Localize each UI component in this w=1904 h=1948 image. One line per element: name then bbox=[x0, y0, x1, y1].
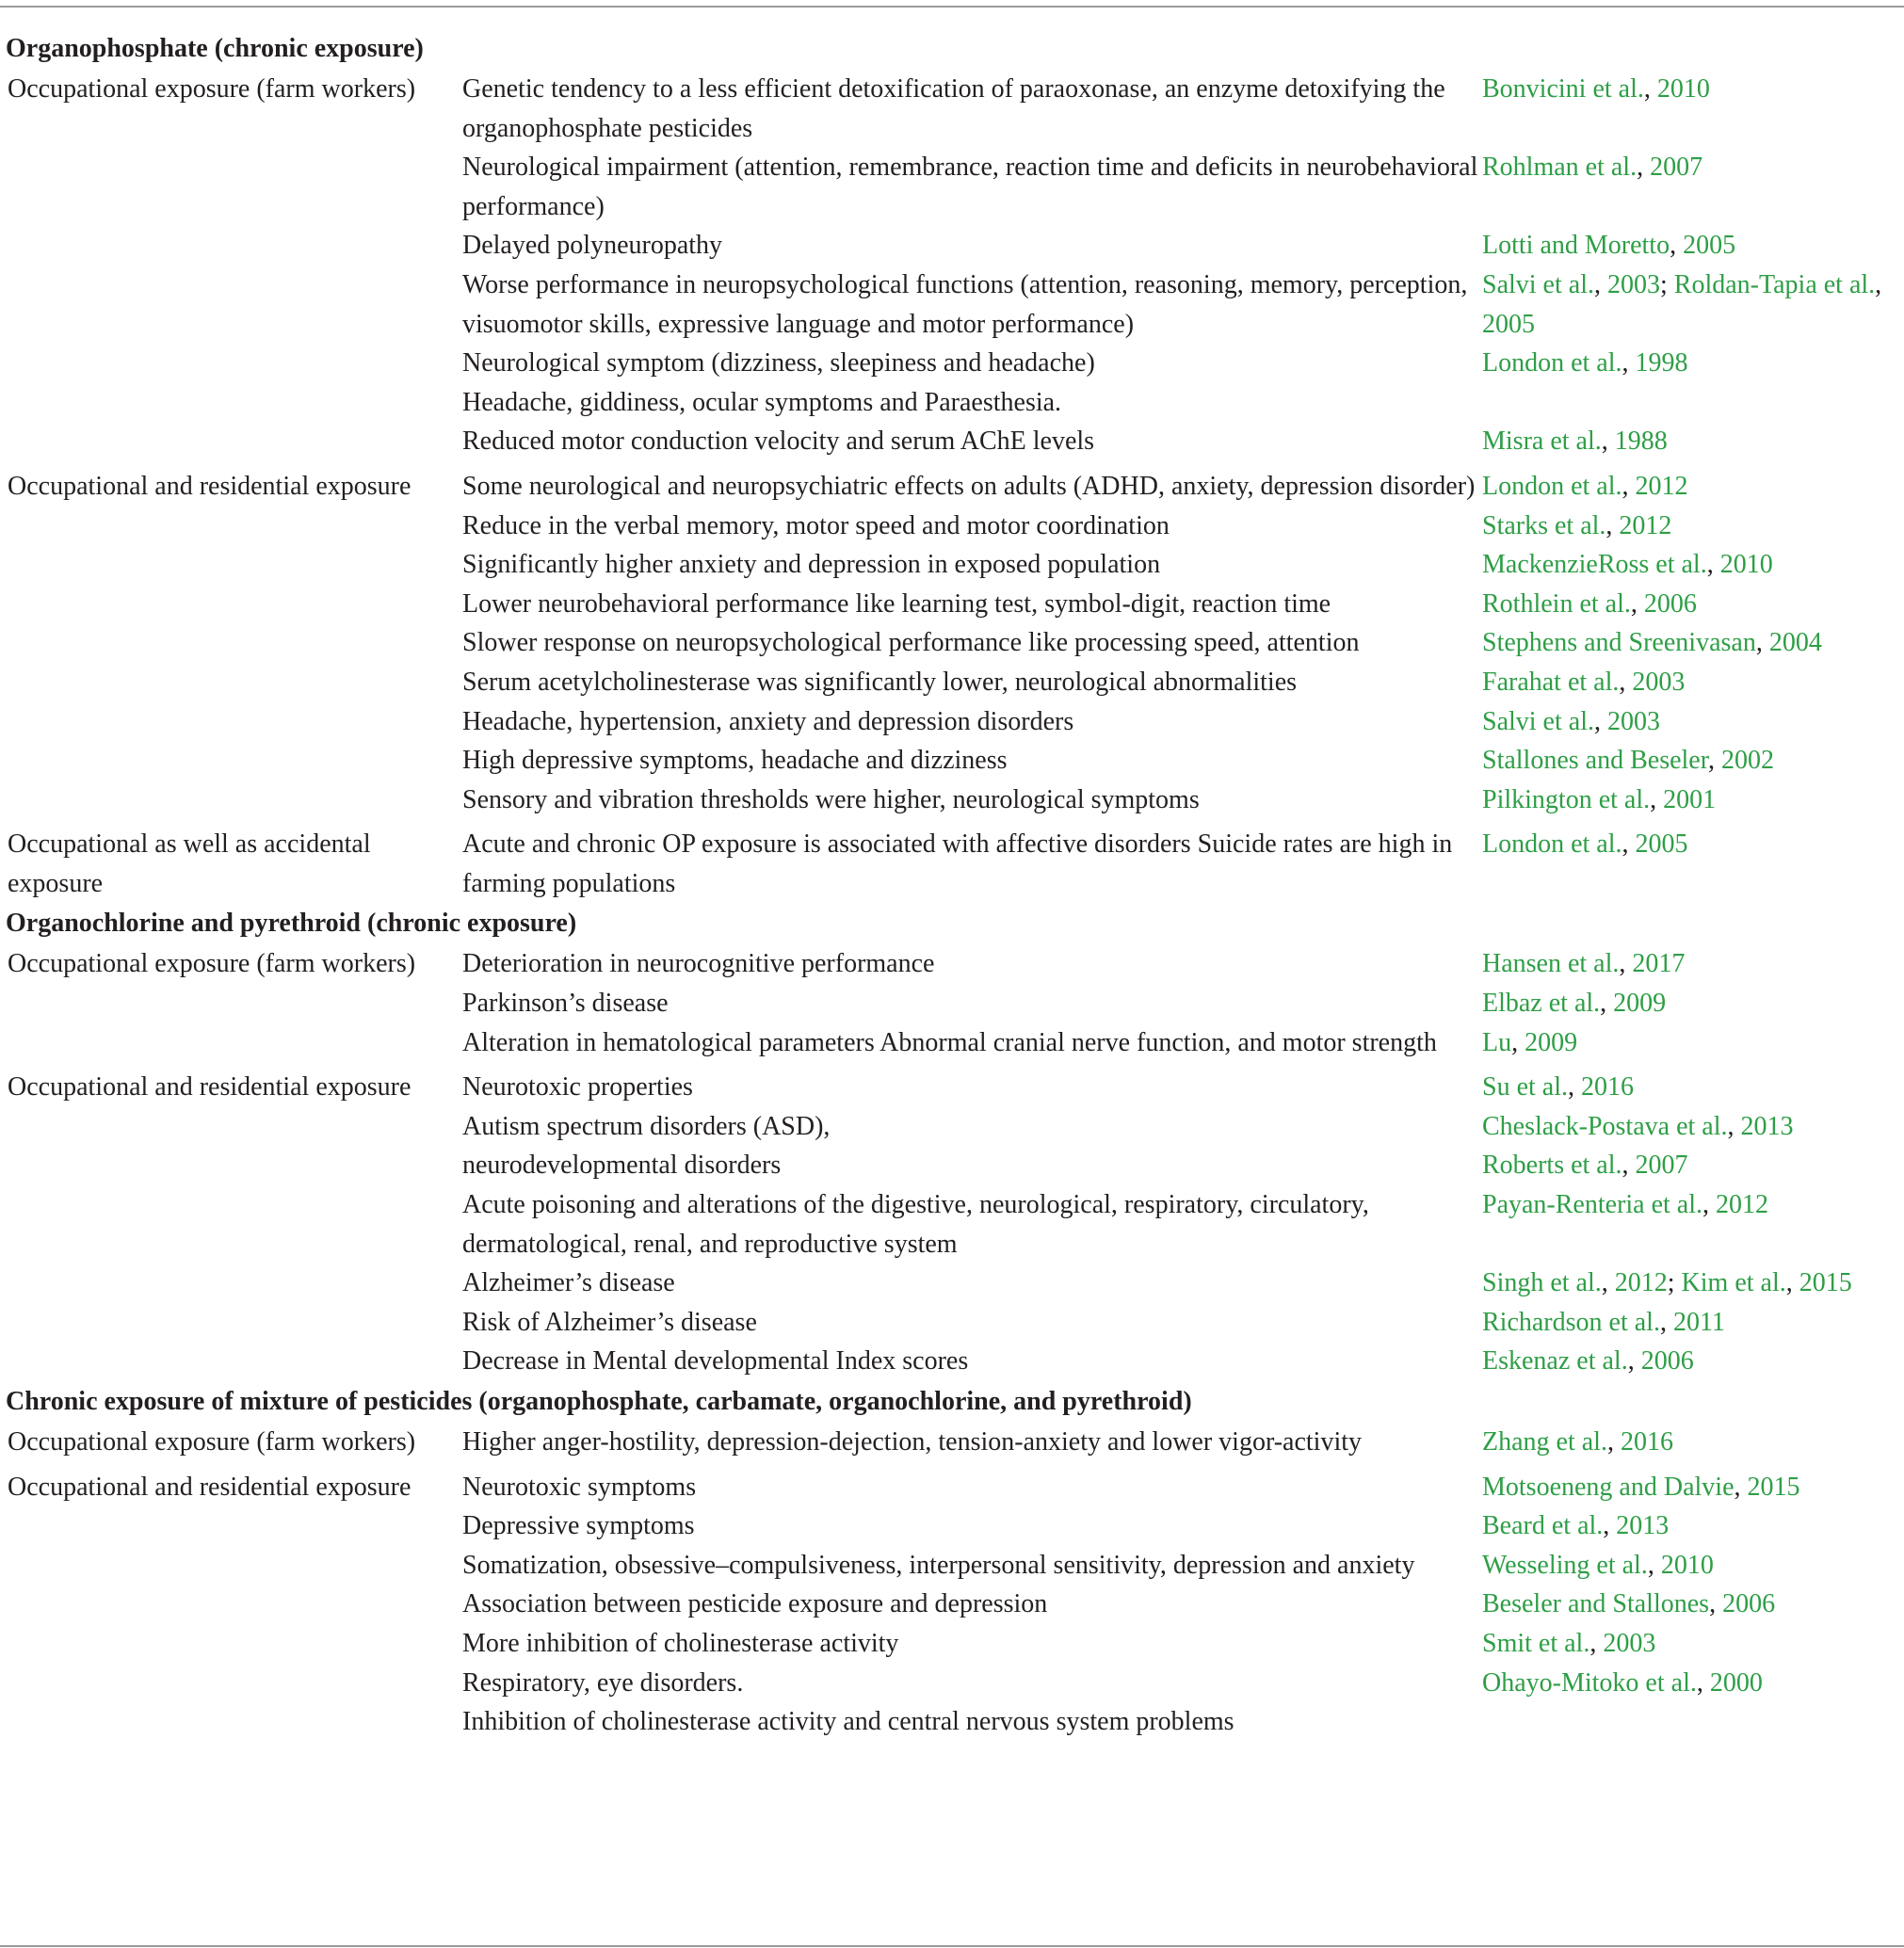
table-row bbox=[6, 344, 1898, 383]
exposure-cell bbox=[6, 545, 462, 585]
reference-year[interactable]: 2003 bbox=[1632, 667, 1686, 697]
exposure-cell bbox=[6, 344, 462, 383]
exposure-cell: Occupational exposure (farm workers) bbox=[8, 1427, 416, 1457]
reference-link[interactable]: Beard et al. bbox=[1482, 1511, 1604, 1541]
effect-cell: Decrease in Mental developmental Index scores bbox=[462, 1346, 969, 1376]
section-heading: Organophosphate (chronic exposure) bbox=[6, 34, 424, 63]
reference-cell: Cheslack-Postava et al., 2013 bbox=[1482, 1111, 1794, 1141]
table-row bbox=[6, 1146, 1898, 1185]
exposure-cell bbox=[6, 1664, 462, 1703]
reference-year[interactable]: 2000 bbox=[1709, 1667, 1763, 1698]
table-bottom-rule bbox=[0, 1945, 1904, 1947]
table-row bbox=[6, 1423, 1898, 1462]
exposure-cell: Occupational exposure (farm workers) bbox=[8, 74, 416, 104]
reference-cell: MackenzieRoss et al., 2010 bbox=[1482, 550, 1773, 580]
reference-year[interactable]: 2005 bbox=[1482, 309, 1535, 339]
table-row bbox=[6, 825, 1898, 903]
effect-cell: Significantly higher anxiety and depression in exposed population bbox=[462, 550, 1161, 580]
reference-link[interactable]: Lu bbox=[1482, 1027, 1512, 1057]
table-row bbox=[6, 585, 1898, 624]
effect-cell: Reduce in the verbal memory, motor speed and motor coordination bbox=[462, 510, 1170, 540]
reference-year[interactable]: 2015 bbox=[1747, 1472, 1800, 1502]
table-row bbox=[6, 467, 1898, 507]
effect-cell: Some neurological and neuropsychiatric effects on adults (ADHD, anxiety, depression disorder) bbox=[462, 471, 1476, 501]
effect-cell: Neurological symptom (dizziness, sleepiness and headache) bbox=[462, 348, 1095, 378]
section-heading: Chronic exposure of mixture of pesticides (organophosphate, carbamate, organochlorine, and pyrethroid) bbox=[6, 1387, 1192, 1416]
exposure-cell bbox=[6, 1146, 462, 1185]
effect-cell: More inhibition of cholinesterase activity bbox=[462, 1628, 899, 1658]
reference-cell: Singh et al., 2012; Kim et al., 2015 bbox=[1482, 1268, 1852, 1298]
reference-link[interactable]: Eskenaz et al. bbox=[1482, 1346, 1628, 1376]
exposure-cell bbox=[6, 623, 462, 663]
exposure-cell: Occupational and residential exposure bbox=[8, 1072, 411, 1103]
reference-cell bbox=[1482, 383, 1898, 423]
exposure-cell bbox=[6, 148, 462, 226]
pesticide-neurotoxicity-table bbox=[6, 28, 1898, 1742]
effect-cell: Alteration in hematological parameters Abnormal cranial nerve function, and motor strength bbox=[462, 1027, 1437, 1057]
effect-cell: Inhibition of cholinesterase activity and central nervous system problems bbox=[462, 1707, 1234, 1737]
table-row bbox=[6, 1585, 1898, 1624]
exposure-cell: Occupational exposure (farm workers) bbox=[8, 949, 416, 979]
exposure-cell bbox=[6, 1303, 462, 1343]
reference-year[interactable]: 2015 bbox=[1799, 1268, 1852, 1298]
effect-cell: Headache, giddiness, ocular symptoms and Paraesthesia. bbox=[462, 387, 1062, 417]
table-row bbox=[6, 545, 1898, 585]
reference-year[interactable]: 2006 bbox=[1643, 588, 1697, 619]
exposure-cell: Occupational as well as accidental exposure bbox=[8, 829, 371, 898]
effect-cell: Lower neurobehavioral performance like learning test, symbol-digit, reaction time bbox=[462, 588, 1331, 619]
reference-link[interactable]: Zhang et al. bbox=[1482, 1427, 1607, 1457]
exposure-cell bbox=[6, 984, 462, 1023]
table-row bbox=[6, 944, 1898, 984]
exposure-cell bbox=[6, 1585, 462, 1624]
table-row bbox=[6, 623, 1898, 663]
effect-cell: Acute and chronic OP exposure is associated with affective disorders Suicide rates are high in farming populations bbox=[462, 829, 1453, 898]
exposure-group bbox=[6, 467, 1898, 819]
effect-cell: Headache, hypertension, anxiety and depression disorders bbox=[462, 706, 1074, 736]
reference-cell: London et al., 2005 bbox=[1482, 829, 1688, 860]
exposure-cell bbox=[6, 781, 462, 820]
reference-year[interactable]: 2002 bbox=[1720, 746, 1774, 776]
effect-cell: Parkinson’s disease bbox=[462, 989, 669, 1019]
reference-cell: Hansen et al., 2017 bbox=[1482, 949, 1686, 979]
exposure-cell bbox=[6, 1624, 462, 1664]
effect-cell: Sensory and vibration thresholds were higher, neurological symptoms bbox=[462, 784, 1200, 814]
reference-year[interactable]: 2004 bbox=[1768, 628, 1822, 658]
reference-link[interactable]: Roldan-Tapia et al. bbox=[1673, 269, 1876, 299]
reference-year[interactable]: 1998 bbox=[1635, 348, 1688, 378]
reference-year[interactable]: 2012 bbox=[1614, 1268, 1668, 1298]
reference-cell: Beard et al., 2013 bbox=[1482, 1511, 1670, 1541]
effect-cell: Autism spectrum disorders (ASD), bbox=[462, 1111, 831, 1141]
effect-cell: Respiratory, eye disorders. bbox=[462, 1667, 744, 1698]
reference-cell: Stephens and Sreenivasan, 2004 bbox=[1482, 628, 1822, 658]
reference-cell: Salvi et al., 2003 bbox=[1482, 706, 1660, 736]
exposure-cell bbox=[6, 741, 462, 781]
reference-cell: Starks et al., 2012 bbox=[1482, 510, 1672, 540]
table-row bbox=[6, 702, 1898, 742]
reference-year[interactable]: 2017 bbox=[1632, 949, 1686, 979]
effect-cell: Neurotoxic properties bbox=[462, 1072, 693, 1103]
effect-cell: neurodevelopmental disorders bbox=[462, 1151, 782, 1181]
effect-cell: Higher anger-hostility, depression-dejection, tension-anxiety and lower vigor-activity bbox=[462, 1427, 1363, 1457]
reference-link[interactable]: Stallones and Beseler bbox=[1482, 746, 1708, 776]
effect-cell: High depressive symptoms, headache and dizziness bbox=[462, 746, 1008, 776]
reference-year[interactable]: 2005 bbox=[1635, 829, 1688, 860]
reference-link[interactable]: MackenzieRoss et al. bbox=[1482, 550, 1707, 580]
table-row bbox=[6, 1342, 1898, 1381]
reference-link[interactable]: Elbaz et al. bbox=[1482, 989, 1601, 1019]
reference-cell: Rothlein et al., 2006 bbox=[1482, 588, 1697, 619]
reference-cell: Farahat et al., 2003 bbox=[1482, 667, 1686, 697]
table-row bbox=[6, 1107, 1898, 1147]
reference-link[interactable]: Ohayo-Mitoko et al. bbox=[1482, 1667, 1697, 1698]
exposure-cell bbox=[6, 266, 462, 344]
reference-year[interactable]: 2010 bbox=[1660, 1550, 1714, 1580]
effect-cell: Worse performance in neuropsychological functions (attention, reasoning, memory, perception, visuomotor skills, expressive language and motor performance) bbox=[462, 269, 1468, 339]
table-row bbox=[6, 1506, 1898, 1546]
table-row bbox=[6, 781, 1898, 820]
reference-link[interactable]: Payan-Renteria et al. bbox=[1482, 1190, 1703, 1220]
exposure-cell bbox=[6, 702, 462, 742]
reference-link[interactable]: London et al. bbox=[1482, 471, 1622, 501]
reference-cell: Motsoeneng and Dalvie, 2015 bbox=[1482, 1472, 1800, 1502]
table-row bbox=[6, 266, 1898, 344]
exposure-group bbox=[6, 944, 1898, 1062]
table-row bbox=[6, 1068, 1898, 1107]
exposure-cell bbox=[6, 1185, 462, 1264]
reference-year[interactable]: 2009 bbox=[1525, 1027, 1578, 1057]
table-row bbox=[6, 1185, 1898, 1264]
exposure-group bbox=[6, 70, 1898, 461]
reference-link[interactable]: Farahat et al. bbox=[1482, 667, 1620, 697]
table-row bbox=[6, 1468, 1898, 1507]
reference-link[interactable]: Misra et al. bbox=[1482, 427, 1602, 457]
table-row bbox=[6, 226, 1898, 266]
reference-link[interactable]: Beseler and Stallones bbox=[1482, 1589, 1710, 1619]
reference-cell: Su et al., 2016 bbox=[1482, 1072, 1634, 1103]
table-row bbox=[6, 1624, 1898, 1664]
exposure-cell bbox=[6, 1264, 462, 1303]
exposure-group bbox=[6, 1468, 1898, 1742]
reference-year[interactable]: 2013 bbox=[1616, 1511, 1670, 1541]
reference-link[interactable]: Singh et al. bbox=[1482, 1268, 1602, 1298]
exposure-cell bbox=[6, 422, 462, 461]
reference-year[interactable]: 2001 bbox=[1663, 784, 1717, 814]
reference-cell: Beseler and Stallones, 2006 bbox=[1482, 1589, 1776, 1619]
effect-cell: Risk of Alzheimer’s disease bbox=[462, 1307, 757, 1337]
reference-link[interactable]: Lotti and Moretto bbox=[1482, 231, 1670, 261]
reference-cell: Ohayo-Mitoko et al., 2000 bbox=[1482, 1667, 1763, 1698]
reference-link[interactable]: Hansen et al. bbox=[1482, 949, 1620, 979]
reference-link[interactable]: Motsoeneng and Dalvie bbox=[1482, 1472, 1735, 1502]
reference-cell bbox=[1482, 1702, 1898, 1742]
exposure-cell bbox=[6, 383, 462, 423]
reference-link[interactable]: Cheslack-Postava et al. bbox=[1482, 1111, 1728, 1141]
reference-link[interactable]: London et al. bbox=[1482, 829, 1622, 860]
reference-cell: Smit et al., 2003 bbox=[1482, 1628, 1656, 1658]
table-row bbox=[6, 422, 1898, 461]
reference-year[interactable]: 2006 bbox=[1640, 1346, 1694, 1376]
reference-cell: Elbaz et al., 2009 bbox=[1482, 989, 1667, 1019]
reference-year[interactable]: 2010 bbox=[1719, 550, 1773, 580]
reference-cell: Rohlman et al., 2007 bbox=[1482, 153, 1703, 183]
section-heading: Organochlorine and pyrethroid (chronic exposure) bbox=[6, 909, 577, 939]
reference-year[interactable]: 2006 bbox=[1722, 1589, 1776, 1619]
table-row bbox=[6, 741, 1898, 781]
table-row bbox=[6, 1702, 1898, 1742]
reference-year[interactable]: 2003 bbox=[1603, 1628, 1656, 1658]
table-top-rule bbox=[0, 6, 1904, 8]
table-row bbox=[6, 148, 1898, 226]
effect-cell: Genetic tendency to a less efficient detoxification of paraoxonase, an enzyme detoxifying the organophosphate pesticides bbox=[462, 74, 1445, 143]
reference-cell: Lu, 2009 bbox=[1482, 1027, 1578, 1057]
effect-cell: Neurotoxic symptoms bbox=[462, 1472, 697, 1502]
table-row bbox=[6, 1664, 1898, 1703]
reference-cell: Pilkington et al., 2001 bbox=[1482, 784, 1717, 814]
reference-year[interactable]: 2013 bbox=[1740, 1111, 1794, 1141]
table-row bbox=[6, 1303, 1898, 1343]
reference-year[interactable]: 2012 bbox=[1619, 510, 1672, 540]
table-row bbox=[6, 1023, 1898, 1063]
reference-year[interactable]: 1988 bbox=[1614, 427, 1668, 457]
reference-link[interactable]: Su et al. bbox=[1482, 1072, 1568, 1103]
reference-link[interactable]: Stephens and Sreenivasan bbox=[1482, 628, 1756, 658]
reference-cell: London et al., 2012 bbox=[1482, 471, 1688, 501]
reference-year[interactable]: 2012 bbox=[1635, 471, 1688, 501]
reference-cell: Salvi et al., 2003; Roldan-Tapia et al., 2005 bbox=[1482, 269, 1882, 339]
reference-link[interactable]: Wesseling et al. bbox=[1482, 1550, 1648, 1580]
reference-link[interactable]: Roberts et al. bbox=[1482, 1151, 1622, 1181]
reference-link[interactable]: Rothlein et al. bbox=[1482, 588, 1631, 619]
effect-cell: Alzheimer’s disease bbox=[462, 1268, 675, 1298]
table-row bbox=[6, 1264, 1898, 1303]
effect-cell: Slower response on neuropsychological performance like processing speed, attention bbox=[462, 628, 1360, 658]
exposure-group bbox=[6, 825, 1898, 903]
table-row bbox=[6, 1546, 1898, 1586]
reference-year[interactable]: 2012 bbox=[1716, 1190, 1769, 1220]
effect-cell: Depressive symptoms bbox=[462, 1511, 695, 1541]
reference-cell: Richardson et al., 2011 bbox=[1482, 1307, 1725, 1337]
reference-year[interactable]: 2016 bbox=[1581, 1072, 1634, 1103]
reference-link[interactable]: Salvi et al. bbox=[1482, 706, 1594, 736]
exposure-cell bbox=[6, 1702, 462, 1742]
reference-year[interactable]: 2010 bbox=[1656, 74, 1710, 104]
reference-cell: Bonvicini et al., 2010 bbox=[1482, 74, 1710, 104]
reference-cell: Wesseling et al., 2010 bbox=[1482, 1550, 1714, 1580]
reference-cell: Roberts et al., 2007 bbox=[1482, 1151, 1688, 1181]
effect-cell: Reduced motor conduction velocity and serum AChE levels bbox=[462, 427, 1095, 457]
reference-year[interactable]: 2009 bbox=[1613, 989, 1667, 1019]
reference-link[interactable]: Kim et al. bbox=[1681, 1268, 1786, 1298]
exposure-cell: Occupational and residential exposure bbox=[8, 1472, 411, 1502]
reference-link[interactable]: Richardson et al. bbox=[1482, 1307, 1660, 1337]
reference-cell: Stallones and Beseler, 2002 bbox=[1482, 746, 1774, 776]
exposure-cell bbox=[6, 226, 462, 266]
effect-cell: Association between pesticide exposure and depression bbox=[462, 1589, 1048, 1619]
effect-cell: Serum acetylcholinesterase was significantly lower, neurological abnormalities bbox=[462, 667, 1298, 697]
effect-cell: Acute poisoning and alterations of the digestive, neurological, respiratory, circulatory, dermatological, renal, and reproductive system bbox=[462, 1190, 1369, 1259]
table-row bbox=[6, 663, 1898, 702]
reference-year[interactable]: 2005 bbox=[1683, 231, 1736, 261]
exposure-group bbox=[6, 1068, 1898, 1381]
reference-year[interactable]: 2016 bbox=[1620, 1427, 1673, 1457]
reference-link[interactable]: Pilkington et al. bbox=[1482, 784, 1651, 814]
exposure-cell bbox=[6, 1023, 462, 1063]
reference-link[interactable]: Bonvicini et al. bbox=[1482, 74, 1644, 104]
exposure-cell bbox=[6, 507, 462, 546]
exposure-cell bbox=[6, 585, 462, 624]
reference-year[interactable]: 2007 bbox=[1650, 153, 1703, 183]
reference-year[interactable]: 2007 bbox=[1635, 1151, 1688, 1181]
effect-cell: Neurological impairment (attention, remembrance, reaction time and deficits in neurobehavioral performance) bbox=[462, 153, 1478, 221]
reference-year[interactable]: 2003 bbox=[1606, 269, 1660, 299]
reference-cell: London et al., 1998 bbox=[1482, 348, 1688, 378]
reference-link[interactable]: Starks et al. bbox=[1482, 510, 1606, 540]
table-row bbox=[6, 70, 1898, 148]
reference-cell: Zhang et al., 2016 bbox=[1482, 1427, 1673, 1457]
exposure-cell bbox=[6, 1506, 462, 1546]
exposure-cell bbox=[6, 1107, 462, 1147]
table-row bbox=[6, 984, 1898, 1023]
effect-cell: Somatization, obsessive–compulsiveness, interpersonal sensitivity, depression and anxiety bbox=[462, 1550, 1415, 1580]
reference-cell: Eskenaz et al., 2006 bbox=[1482, 1346, 1694, 1376]
reference-link[interactable]: Smit et al. bbox=[1482, 1628, 1590, 1658]
exposure-cell bbox=[6, 663, 462, 702]
reference-link[interactable]: Rohlman et al. bbox=[1482, 153, 1638, 183]
effect-cell: Delayed polyneuropathy bbox=[462, 231, 723, 261]
table-row bbox=[6, 383, 1898, 423]
exposure-group bbox=[6, 1423, 1898, 1462]
reference-cell: Payan-Renteria et al., 2012 bbox=[1482, 1190, 1769, 1220]
reference-link[interactable]: Salvi et al. bbox=[1482, 269, 1594, 299]
exposure-cell: Occupational and residential exposure bbox=[8, 471, 411, 501]
effect-cell: Deterioration in neurocognitive performance bbox=[462, 949, 935, 979]
reference-cell: Lotti and Moretto, 2005 bbox=[1482, 231, 1736, 261]
reference-link[interactable]: London et al. bbox=[1482, 348, 1622, 378]
reference-cell: Misra et al., 1988 bbox=[1482, 427, 1668, 457]
table-row bbox=[6, 507, 1898, 546]
reference-year[interactable]: 2003 bbox=[1606, 706, 1660, 736]
exposure-cell bbox=[6, 1546, 462, 1586]
exposure-cell bbox=[6, 1342, 462, 1381]
reference-year[interactable]: 2011 bbox=[1672, 1307, 1725, 1337]
